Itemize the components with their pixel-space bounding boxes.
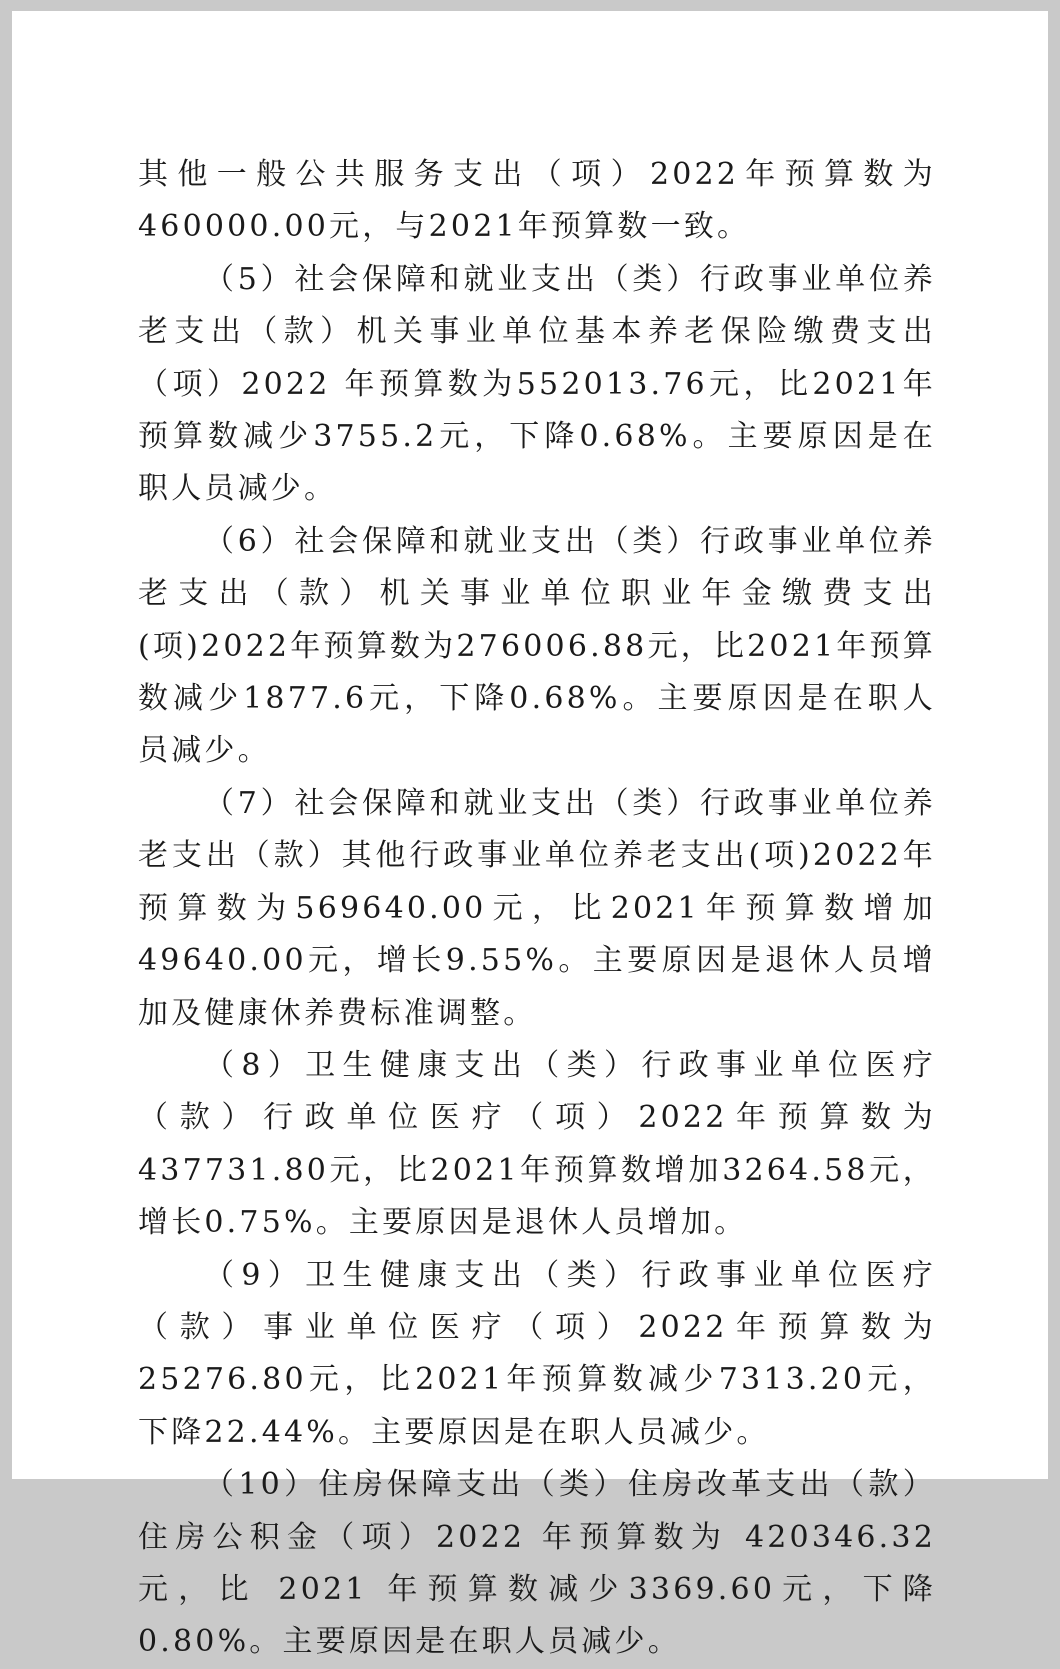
paragraph-item-8: （8）卫生健康支出（类）行政事业单位医疗（款）行政单位医疗（项）2022年预算数为437731.80元，比2021年预算数增加3264.58元，增长0.75%。主要原因是退休人员增加。: [138, 1047, 936, 1241]
paragraph-item-7: （7）社会保障和就业支出（类）行政事业单位养老支出（款）其他行政事业单位养老支出(项)2022年预算数为569640.00元，比2021年预算数增加49640.00元，增长9.55%。主要原因是退休人员增加及健康休养费标准调整。: [138, 785, 936, 1031]
document-page: [12, 11, 1048, 1660]
paragraph-item-5: （5）社会保障和就业支出（类）行政事业单位养老支出（款）机关事业单位基本养老保险缴费支出（项）2022 年预算数为552013.76元，比2021年预算数减少3755.2元，下降0.68%。主要原因是在职人员减少。: [138, 261, 936, 507]
paragraph-item-9: （9）卫生健康支出（类）行政事业单位医疗（款）事业单位医疗（项）2022年预算数为25276.80元，比2021年预算数减少7313.20元，下降22.44%。主要原因是在职人员减少。: [138, 1257, 936, 1450]
paragraph-general-public-services: 其他一般公共服务支出（项）2022年预算数为460000.00元，与2021年预算数一致。: [138, 157, 936, 245]
paragraph-item-10: （10）住房保障支出（类）住房改革支出（款）住房公积金（项）2022 年预算数为 420346.32 元，比 2021 年预算数减少3369.60元，下降0.80%。主要原因是在职人员减少。: [138, 1467, 936, 1660]
paragraph-item-6: （6）社会保障和就业支出（类）行政事业单位养老支出（款）机关事业单位职业年金缴费支出(项)2022年预算数为276006.88元，比2021年预算数减少1877.6元，下降0.68%。主要原因是在职人员减少。: [138, 523, 936, 769]
document-body: [138, 149, 936, 1669]
